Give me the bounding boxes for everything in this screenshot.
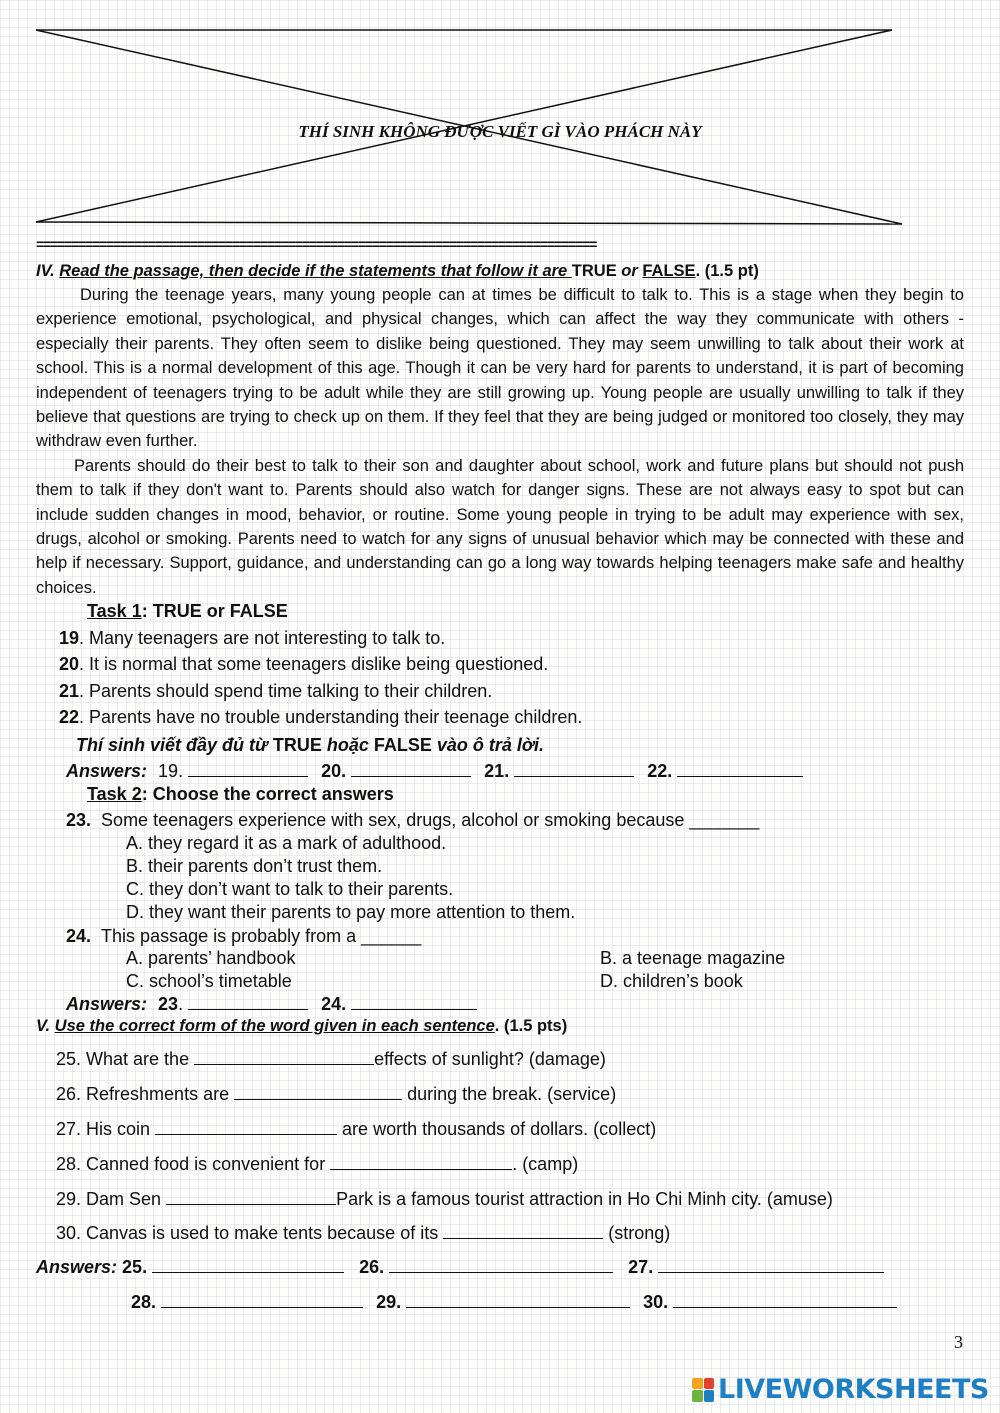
- answer-27-blank[interactable]: [658, 1257, 884, 1273]
- question-text: Park is a famous tourist attraction in Ho Chi Minh city. (amuse): [336, 1189, 833, 1209]
- answer-26-blank[interactable]: [389, 1257, 613, 1273]
- false-word: FALSE: [642, 262, 696, 280]
- reading-passage: [36, 283, 964, 600]
- passage-paragraph-1: During the teenage years, many young people can at times be difficult to talk to. This is a stage when they begin to experience emotional, psychological, and physical changes, which can affect the way they communicate with others - especially their parents. They often seem to dislike being questioned. They may seem unwilling to talk about their work at school. This is a normal development of this age. Though it can be very hard for parents to understand, it is part of becoming independent of teenagers trying to be adult while they are still growing up. Young people are usually unwilling to talk if they believe that questions are trying to check up on them. If they feel that they are being judged or monitored too closely, they may withdraw even further.: [36, 286, 964, 451]
- question-number: 22: [59, 707, 80, 727]
- task-2-heading: [87, 784, 394, 805]
- answer-instruction-note: [76, 735, 544, 756]
- page-number: 3: [954, 1332, 963, 1352]
- answer-23-label: 23: [158, 994, 179, 1014]
- section-5-number: V.: [36, 1017, 51, 1035]
- question-text: 25. What are the: [56, 1049, 195, 1069]
- question-text: Some teenagers experience with sex, drugs, alcohol or smoking because _______: [101, 810, 760, 830]
- inline-blank[interactable]: [234, 1084, 402, 1100]
- note-false: FALSE: [373, 735, 432, 755]
- section-4-points: . (1.5 pt): [695, 262, 759, 280]
- question-text: during the break. (service): [402, 1084, 617, 1104]
- question-text: 28. Canned food is convenient for: [56, 1154, 331, 1174]
- task-1-subtitle: : TRUE or FALSE: [141, 601, 288, 621]
- answer-20-label: 20.: [321, 761, 347, 781]
- task-1-answers: Answers: 19. 20. 21. 22.: [66, 761, 803, 782]
- question-28: [56, 1154, 578, 1175]
- answer-24-label: 24.: [321, 994, 347, 1014]
- answer-30-blank[interactable]: [673, 1292, 897, 1308]
- question-text: . Many teenagers are not interesting to talk to.: [79, 628, 446, 648]
- liveworksheets-logo-icon: [692, 1378, 714, 1402]
- answer-24-blank[interactable]: [351, 994, 477, 1010]
- question-19: [59, 628, 445, 649]
- answers-label: Answers:: [66, 994, 148, 1014]
- task-1-heading: [87, 601, 288, 622]
- question-number: 21: [59, 681, 80, 701]
- answers-label: Answers:: [36, 1257, 118, 1277]
- note-text: Thí sinh viết đầy đủ từ: [76, 735, 273, 755]
- section-5-instruction: [36, 1017, 567, 1036]
- question-text: 26. Refreshments are: [56, 1084, 235, 1104]
- question-text: . (camp): [512, 1154, 579, 1174]
- answer-28-blank[interactable]: [161, 1292, 363, 1308]
- section-5-answers-row-1: [36, 1257, 884, 1278]
- answer-29-label: 29.: [376, 1292, 402, 1312]
- answer-25-label: 25.: [122, 1257, 148, 1277]
- note-true: TRUE: [272, 735, 322, 755]
- inline-blank[interactable]: [443, 1223, 603, 1239]
- answer-23-blank[interactable]: [188, 994, 308, 1010]
- q23-option-a[interactable]: A. they regard it as a mark of adulthood.: [126, 833, 447, 853]
- liveworksheets-logo: [692, 1374, 989, 1405]
- section-5-points: . (1.5 pts): [494, 1017, 568, 1035]
- question-text: . Parents have no trouble understanding their teenage children.: [79, 707, 583, 727]
- answer-22-label: 22.: [647, 761, 673, 781]
- question-30: [56, 1223, 670, 1244]
- true-word: TRUE: [571, 262, 617, 280]
- section-5-instruction-text: Use the correct form of the word given in each sentence: [54, 1017, 495, 1035]
- separator-line: ================================================================================: [36, 238, 597, 254]
- answer-21-label: 21.: [484, 761, 510, 781]
- question-text: are worth thousands of dollars. (collect): [337, 1119, 657, 1139]
- inline-blank[interactable]: [330, 1154, 512, 1170]
- passage-paragraph-2: Parents should do their best to talk to their son and daughter about school, work and future plans but should not push them to talk if they don't want to. Parents should also watch for danger signs. These are not always easy to spot but can include sudden changes in mood, behavior, or routine. Some young people in trying to be adult may experience with sex, drugs, alcohol or smoking. Parents need to watch for any signs of unusual behavior which may be connected with these and help if necessary. Support, guidance, and understanding can go a long way towards helping teenagers make safe and healthy choices.: [36, 456, 964, 597]
- logo-text: LIVEWORKSHEETS: [718, 1374, 989, 1405]
- answer-20-blank[interactable]: [351, 761, 471, 777]
- note-text: vào ô trả lời.: [431, 735, 545, 755]
- answer-28-label: 28.: [131, 1292, 157, 1312]
- question-text: This passage is probably from a ______: [101, 926, 422, 946]
- question-21: [59, 681, 492, 702]
- question-number: 24.: [66, 926, 92, 946]
- q23-option-c[interactable]: C. they don’t want to talk to their parents.: [126, 879, 454, 899]
- answer-19-blank[interactable]: [188, 761, 308, 777]
- question-text: . It is normal that some teenagers dislike being questioned.: [79, 654, 549, 674]
- answer-19-label: 19: [158, 761, 179, 781]
- no-writing-warning: THÍ SINH KHÔNG ĐƯỢC VIẾT GÌ VÀO PHÁCH NÀY: [298, 122, 702, 141]
- answer-27-label: 27.: [628, 1257, 654, 1277]
- question-number: 23.: [66, 810, 92, 830]
- answer-22-blank[interactable]: [677, 761, 803, 777]
- question-text: 27. His coin: [56, 1119, 156, 1139]
- inline-blank[interactable]: [155, 1119, 337, 1135]
- inline-blank[interactable]: [194, 1049, 374, 1065]
- question-number: 19: [59, 628, 80, 648]
- q23-option-b[interactable]: B. their parents don’t trust them.: [126, 856, 383, 876]
- task-2-title: Task 2: [87, 784, 142, 804]
- question-26: [56, 1084, 616, 1105]
- section-4-instruction: [36, 262, 759, 281]
- question-25: [56, 1049, 606, 1070]
- section-5-answers-row-2: [131, 1292, 897, 1313]
- question-27: [56, 1119, 656, 1140]
- answer-25-blank[interactable]: [152, 1257, 344, 1273]
- question-text: 30. Canvas is used to make tents because of its: [56, 1223, 444, 1243]
- question-text: (strong): [603, 1223, 671, 1243]
- answers-label: Answers:: [66, 761, 148, 781]
- answer-26-label: 26.: [359, 1257, 385, 1277]
- q24-option-c[interactable]: C. school’s timetable: [126, 971, 292, 991]
- note-text: hoặc: [321, 735, 374, 755]
- q24-option-d[interactable]: D. children’s book: [600, 971, 743, 991]
- question-text: 29. Dam Sen: [56, 1189, 167, 1209]
- task-1-title: Task 1: [87, 601, 142, 621]
- answer-30-label: 30.: [643, 1292, 669, 1312]
- question-text: . Parents should spend time talking to their children.: [79, 681, 493, 701]
- inline-blank[interactable]: [166, 1189, 336, 1205]
- q23-option-d[interactable]: D. they want their parents to pay more attention to them.: [126, 902, 576, 922]
- question-22: [59, 707, 582, 728]
- task-2-answers: Answers: 23. 24.: [66, 994, 477, 1015]
- question-number: 20: [59, 654, 80, 674]
- question-20: [59, 654, 548, 675]
- question-23: [66, 810, 759, 831]
- answer-29-blank[interactable]: [406, 1292, 630, 1308]
- question-24: [66, 926, 421, 947]
- q24-option-b[interactable]: B. a teenage magazine: [600, 948, 786, 968]
- crossed-out-box: [0, 0, 1000, 240]
- section-4-instruction-text: Read the passage, then decide if the statements that follow it are: [59, 262, 572, 280]
- or-word: or: [616, 262, 643, 280]
- q24-option-a[interactable]: A. parents’ handbook: [126, 948, 296, 968]
- answer-21-blank[interactable]: [514, 761, 634, 777]
- question-29: [56, 1189, 833, 1210]
- section-4-number: IV.: [36, 262, 55, 280]
- task-2-subtitle: : Choose the correct answers: [141, 784, 394, 804]
- question-text: effects of sunlight? (damage): [374, 1049, 606, 1069]
